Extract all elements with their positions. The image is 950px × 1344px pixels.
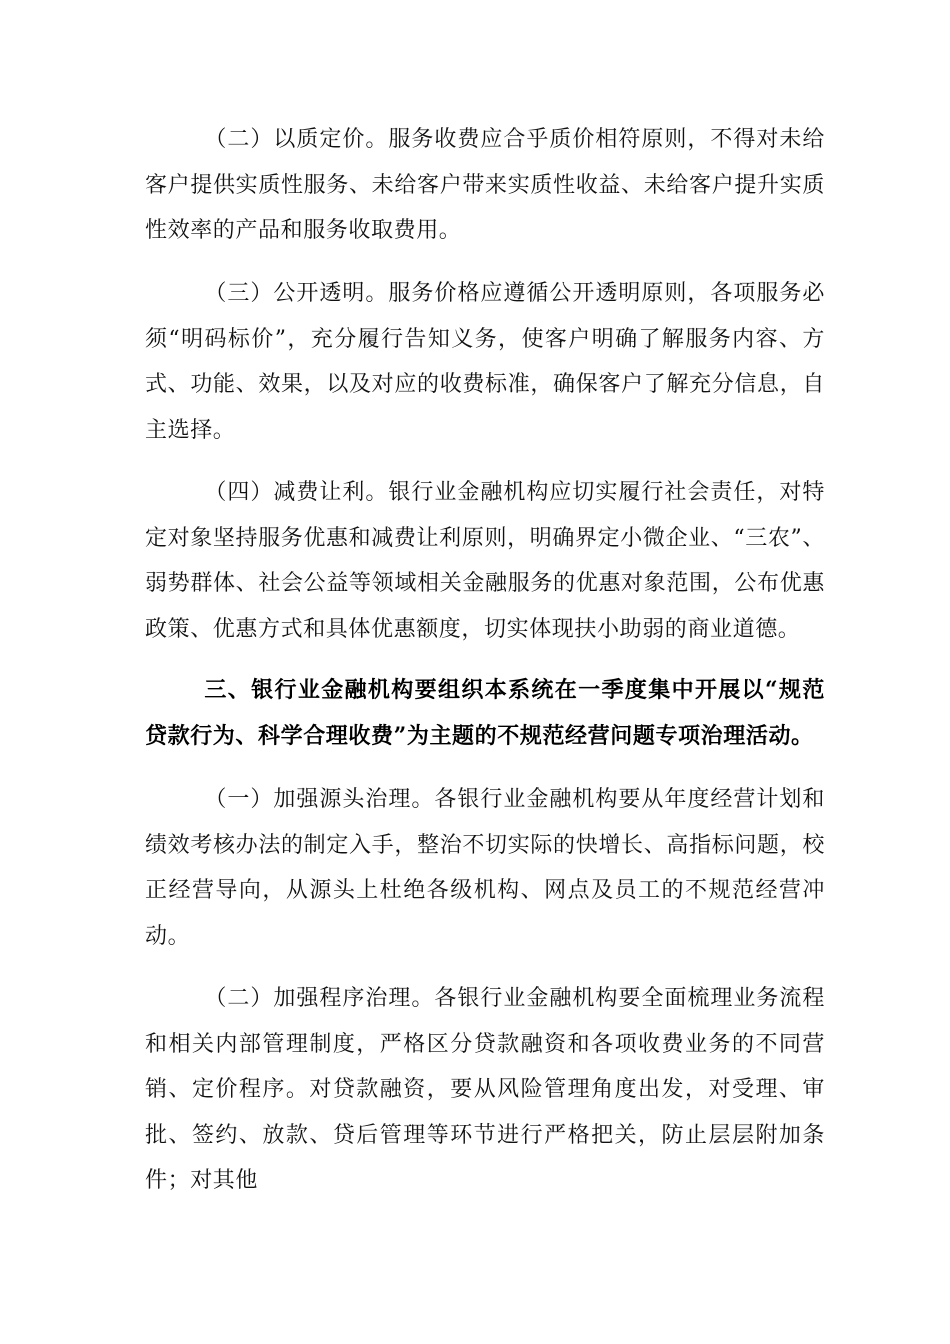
paragraph-fee-reduction: （四）减费让利。银行业金融机构应切实履行社会责任，对特定对象坚持服务优惠和减费让利原则，明确界定小微企业、“三农”、弱势群体、社会公益等领域相关金融服务的优惠对象范围，公布优惠政策、优惠方式和具体优惠额度，切实体现扶小助弱的商业道德。 (145, 480, 825, 642)
paragraph-transparency: （三）公开透明。服务价格应遵循公开透明原则，各项服务必须“明码标价”，充分履行告知义务，使客户明确了解服务内容、方式、功能、效果，以及对应的收费标准，确保客户了解充分信息，自主选择。 (145, 281, 825, 443)
paragraph-source-governance: （一）加强源头治理。各银行业金融机构要从年度经营计划和绩效考核办法的制定入手，整治不切实际的快增长、高指标问题，校正经营导向，从源头上杜绝各级机构、网点及员工的不规范经营冲动。 (145, 787, 825, 949)
paragraph-quality-pricing: （二）以质定价。服务收费应合乎质价相符原则，不得对未给客户提供实质性服务、未给客户带来实质性收益、未给客户提升实质性效率的产品和服务收取费用。 (145, 127, 825, 243)
paragraph-procedure-governance: （二）加强程序治理。各银行业金融机构要全面梳理业务流程和相关内部管理制度，严格区分贷款融资和各项收费业务的不同营销、定价程序。对贷款融资，要从风险管理角度出发，对受理、审批、签约、放款、贷后管理等环节进行严格把关，防止层层附加条件；对其他 (145, 986, 825, 1193)
section-heading-three: 三、银行业金融机构要组织本系统在一季度集中开展以“规范贷款行为、科学合理收费”为主题的不规范经营问题专项治理活动。 (145, 677, 825, 749)
